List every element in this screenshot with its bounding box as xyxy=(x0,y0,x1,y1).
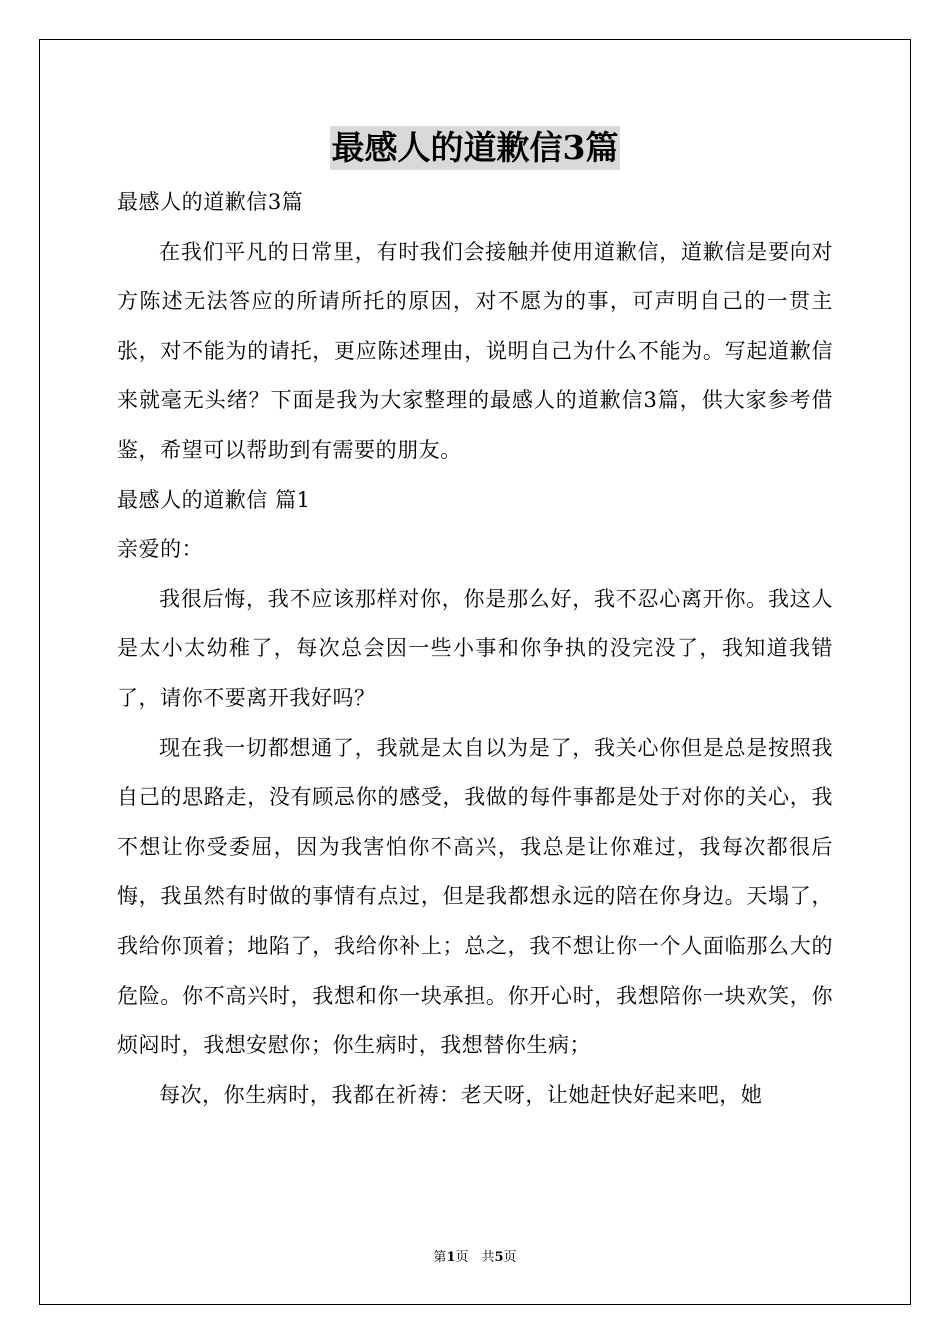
body-paragraph-3: 每次，你生病时，我都在祈祷：老天呀，让她赶快好起来吧，她 xyxy=(159,1082,763,1107)
page-footer xyxy=(0,1246,950,1265)
page-suffix: 页 xyxy=(503,1250,517,1265)
section-heading: 最感人的道歉信 篇1 xyxy=(117,487,311,512)
page-mid: 页 共 xyxy=(455,1250,495,1265)
body-paragraph-1: 我很后悔，我不应该那样对你，你是那么好，我不忍心离开你。我这人是太小太幼稚了，每次总会因一些小事和你争执的没完没了，我知道我错了，请你不要离开我好吗？ xyxy=(117,586,833,710)
title-container xyxy=(0,126,950,170)
page-total: 5 xyxy=(494,1250,504,1265)
document-body xyxy=(117,178,833,1120)
subtitle: 最感人的道歉信3篇 xyxy=(117,190,304,214)
greeting: 亲爱的： xyxy=(117,537,204,562)
body-paragraph-2: 现在我一切都想通了，我就是太自以为是了，我关心你但是总是按照我自己的思路走，没有顾忌你的感受，我做的每件事都是处于对你的关心，我不想让你受委屈，因为我害怕你不高兴，我总是让你难过，我每次都很后悔，我虽然有时做的事情有点过，但是我都想永远的陪在你身边。天塌了，我给你顶着；地陷了，我给你补上；总之，我不想让你一个人面临那么大的危险。你不高兴时，我想和你一块承担。你开心时，我想陪你一块欢笑，你烦闷时，我想安慰你；你生病时，我想替你生病； xyxy=(117,735,833,1058)
intro-paragraph: 在我们平凡的日常里，有时我们会接触并使用道歉信，道歉信是要向对方陈述无法答应的所请所托的原因，对不愿为的事，可声明自己的一贯主张，对不能为的请托，更应陈述理由，说明自己为什么不能为。写起道歉信来就毫无头绪？下面是我为大家整理的最感人的道歉信3篇，供大家参考借鉴，希望可以帮助到有需要的朋友。 xyxy=(117,239,833,462)
page-prefix: 第 xyxy=(433,1250,447,1265)
page-current: 1 xyxy=(446,1250,456,1265)
document-title: 最感人的道歉信3篇 xyxy=(330,126,621,170)
